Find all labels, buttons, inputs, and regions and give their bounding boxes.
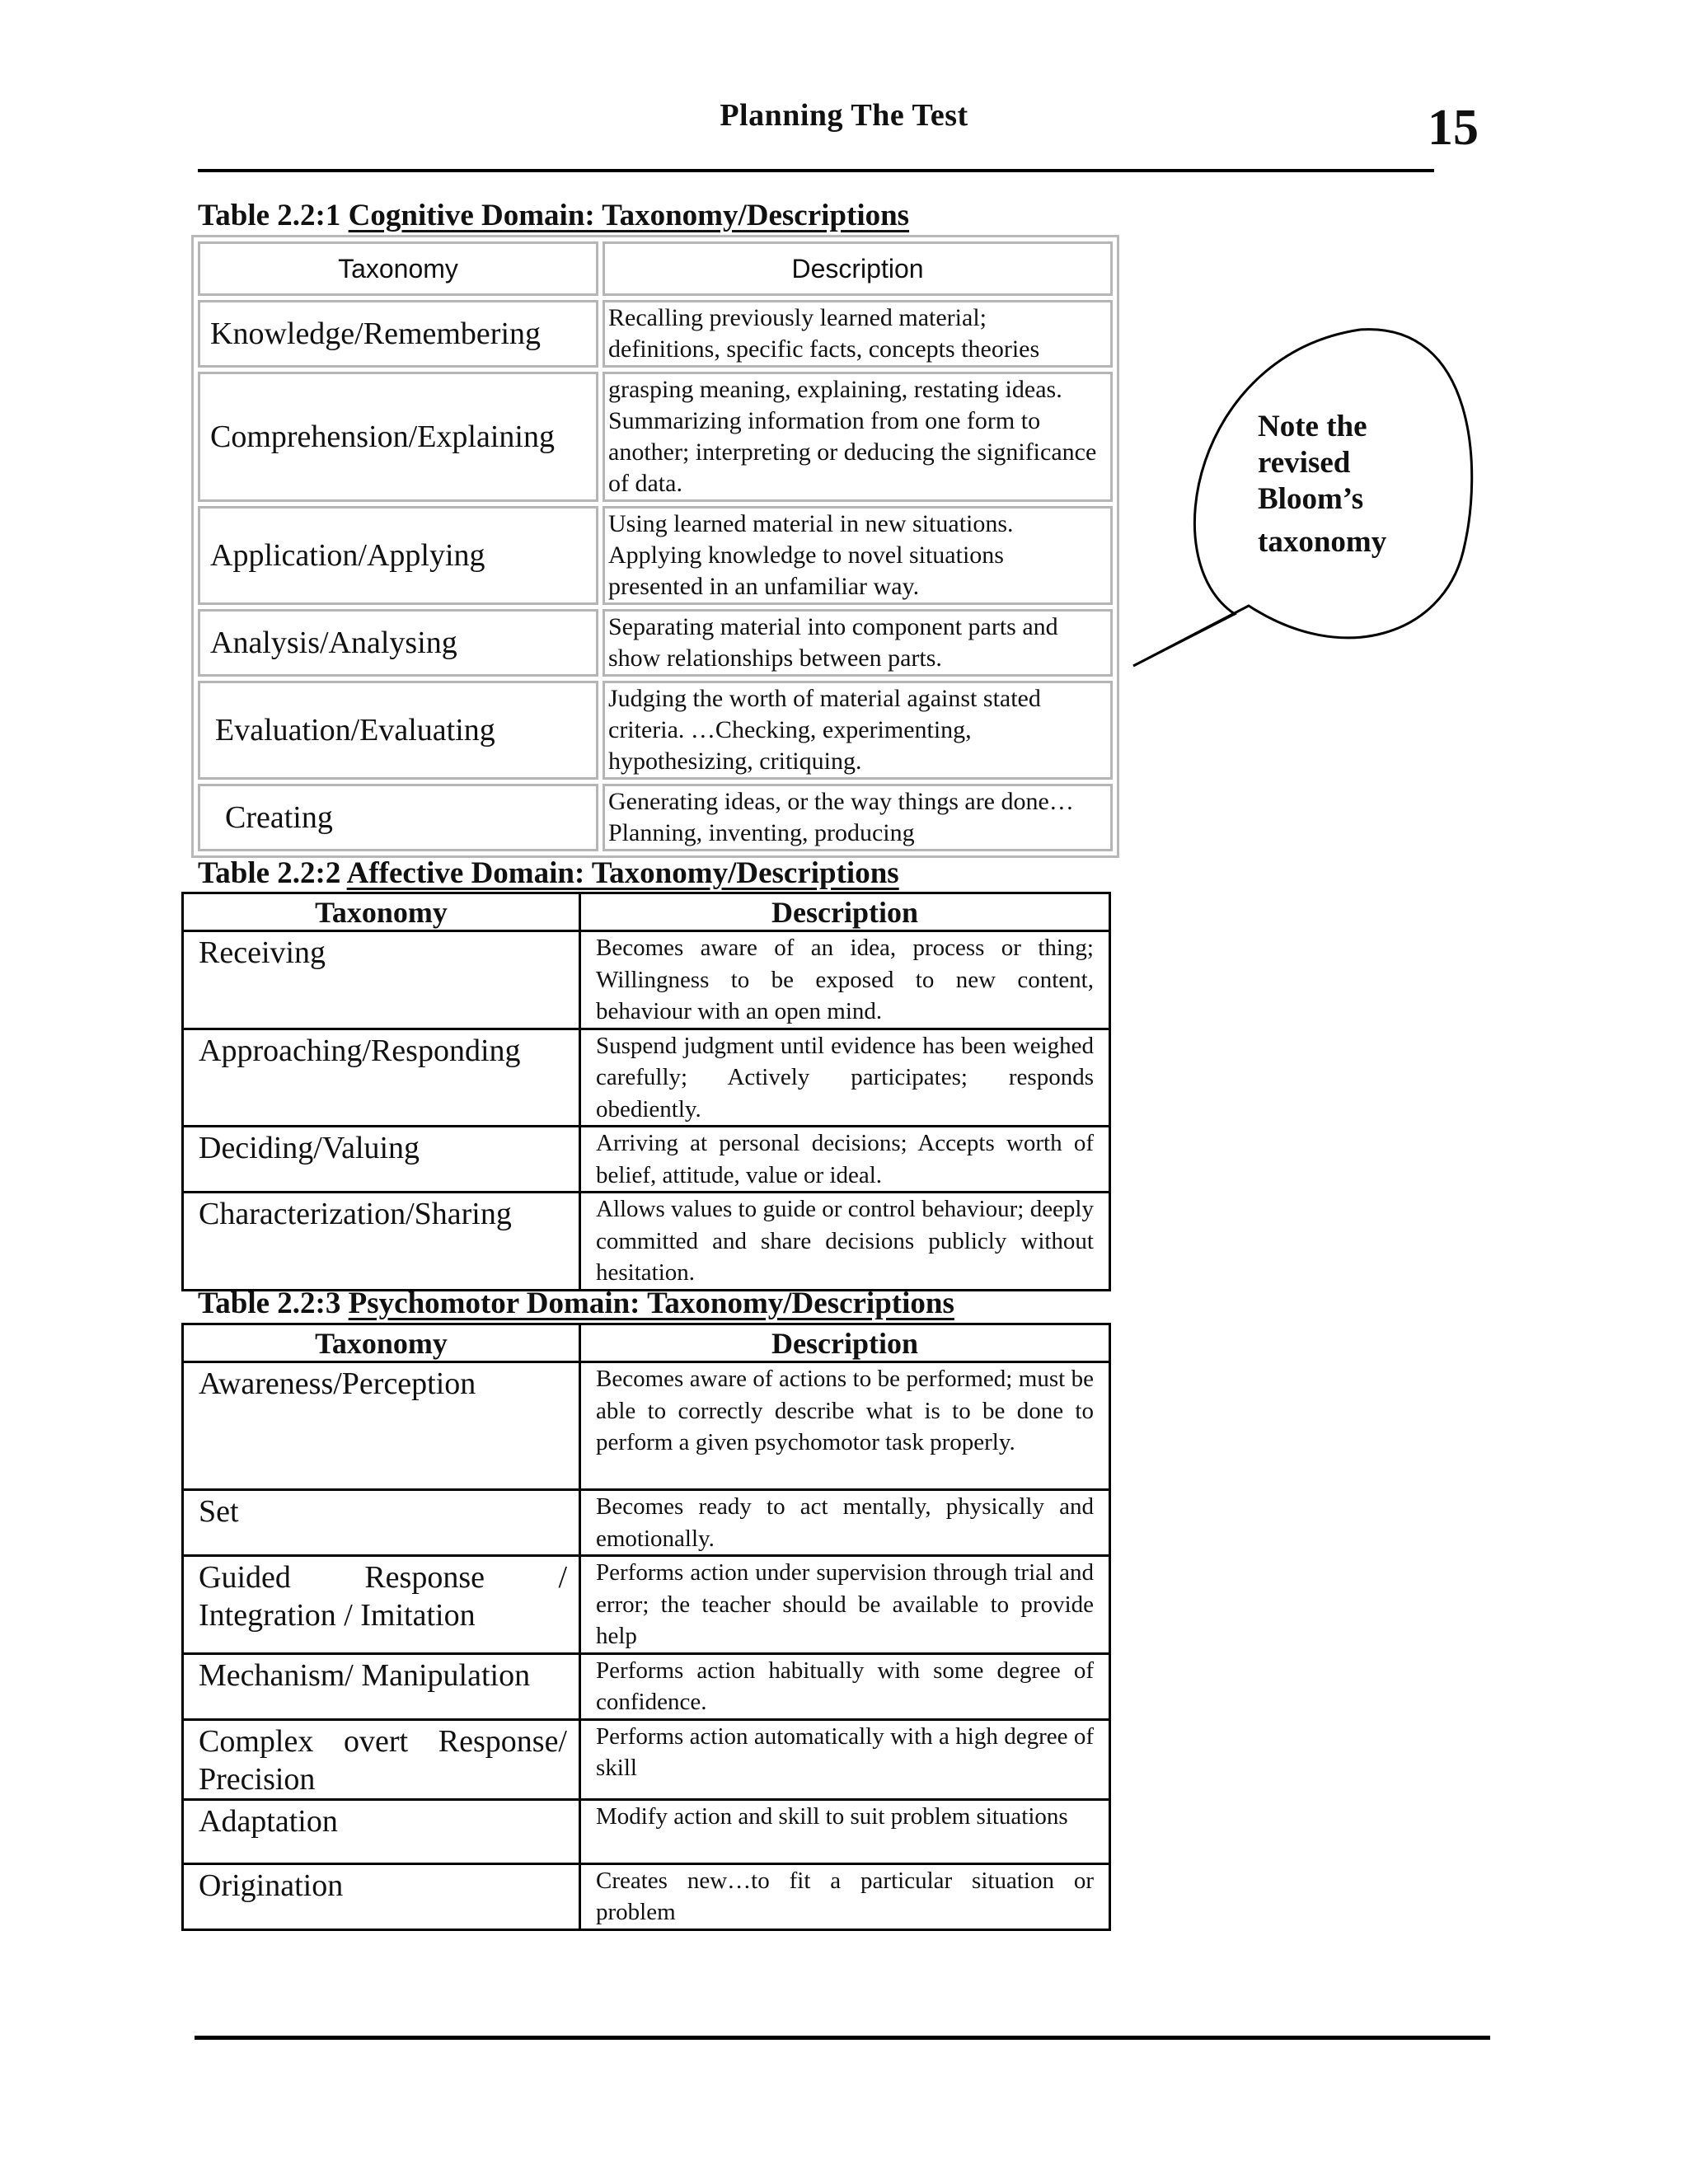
header-divider: [198, 169, 1434, 172]
description-cell: Generating ideas, or the way things are done…Planning, inventing, producing: [603, 784, 1113, 851]
table3-caption-title: Psychomotor Domain: Taxonomy/Descriptions: [348, 1286, 954, 1320]
taxonomy-cell: Adaptation: [183, 1799, 580, 1863]
table-row: [183, 931, 1110, 1029]
taxonomy-cell: Analysis/Analysing: [198, 609, 598, 677]
callout-line: revised: [1258, 446, 1351, 480]
table3-caption: [198, 1286, 954, 1321]
table-header-row: [183, 893, 1110, 931]
page-header-title: Planning The Test: [720, 98, 968, 133]
taxonomy-cell: Origination: [183, 1863, 580, 1929]
table-row: [183, 1193, 1110, 1291]
description-cell: Becomes ready to act mentally, physically and emotionally.: [580, 1490, 1110, 1556]
callout-line: Note the: [1258, 410, 1367, 443]
table-row: [198, 300, 1113, 368]
table-row: [198, 681, 1113, 780]
page-number: 15: [1428, 100, 1479, 156]
taxonomy-cell: Awareness/Perception: [183, 1362, 580, 1490]
taxonomy-cell: Evaluation/Evaluating: [198, 681, 598, 780]
callout-line: Bloom’s: [1258, 482, 1364, 516]
taxonomy-cell: Complex overt Response/ Precision: [183, 1719, 580, 1799]
table2-caption-prefix: Table 2.2:2: [198, 856, 341, 890]
affective-domain-table: [181, 892, 1111, 1291]
table-row: [183, 1490, 1110, 1556]
taxonomy-header: Taxonomy: [183, 1324, 580, 1362]
description-cell: Becomes aware of an idea, process or thing; Willingness to be exposed to new content, behaviour with an open mind.: [580, 931, 1110, 1029]
description-cell: Becomes aware of actions to be performed; must be able to correctly describe what is to be done to perform a given psychomotor task properly.: [580, 1362, 1110, 1490]
taxonomy-cell: Set: [183, 1490, 580, 1556]
description-cell: grasping meaning, explaining, restating ideas. Summarizing information from one form to another; interpreting or deducing the significance of data.: [603, 372, 1113, 502]
table-row: [198, 609, 1113, 677]
description-cell: Performs action automatically with a high degree of skill: [580, 1719, 1110, 1799]
description-header: Description: [603, 241, 1113, 296]
callout-line: taxonomy: [1258, 525, 1387, 559]
table-header-row: [183, 1324, 1110, 1362]
table-row: [183, 1362, 1110, 1490]
psychomotor-domain-table: [181, 1323, 1111, 1931]
taxonomy-header: Taxonomy: [183, 893, 580, 931]
table-row: [198, 784, 1113, 851]
taxonomy-cell: Creating: [198, 784, 598, 851]
table-row: [183, 1556, 1110, 1654]
table-header-row: [198, 241, 1113, 296]
table2-caption-title: Affective Domain: Taxonomy/Descriptions: [346, 856, 899, 890]
taxonomy-cell: Receiving: [183, 931, 580, 1029]
description-cell: Suspend judgment until evidence has been weighed carefully; Actively participates; responds obediently.: [580, 1029, 1110, 1127]
table-row: [198, 372, 1113, 502]
taxonomy-cell: Deciding/Valuing: [183, 1127, 580, 1193]
taxonomy-cell: Application/Applying: [198, 506, 598, 605]
table1-caption-prefix: Table 2.2:1: [198, 199, 341, 232]
description-cell: Recalling previously learned material; definitions, specific facts, concepts theories: [603, 300, 1113, 368]
description-cell: Allows values to guide or control behaviour; deeply committed and share decisions publicly without hesitation.: [580, 1193, 1110, 1291]
description-cell: Using learned material in new situations. Applying knowledge to novel situations presented in an unfamiliar way.: [603, 506, 1113, 605]
description-cell: Separating material into component parts and show relationships between parts.: [603, 609, 1113, 677]
taxonomy-cell: Guided Response / Integration / Imitation: [183, 1556, 580, 1654]
table-row: [183, 1799, 1110, 1863]
callout-text: [1258, 409, 1386, 560]
description-cell: Judging the worth of material against stated criteria. …Checking, experimenting, hypothesizing, critiquing.: [603, 681, 1113, 780]
taxonomy-cell: Knowledge/Remembering: [198, 300, 598, 368]
table1-caption-title: Cognitive Domain: Taxonomy/Descriptions: [348, 199, 910, 232]
description-cell: Performs action habitually with some degree of confidence.: [580, 1653, 1110, 1719]
taxonomy-cell: Comprehension/Explaining: [198, 372, 598, 502]
table-row: [183, 1719, 1110, 1799]
footer-divider: [195, 2036, 1490, 2040]
taxonomy-cell: Characterization/Sharing: [183, 1193, 580, 1291]
taxonomy-cell: Approaching/Responding: [183, 1029, 580, 1127]
description-cell: Modify action and skill to suit problem situations: [580, 1799, 1110, 1863]
table-row: [183, 1653, 1110, 1719]
cognitive-domain-table: [191, 235, 1119, 858]
taxonomy-header: Taxonomy: [198, 241, 598, 296]
table1-caption: [198, 198, 909, 233]
description-header: Description: [580, 893, 1110, 931]
description-cell: Performs action under supervision through trial and error; the teacher should be available to provide help: [580, 1556, 1110, 1654]
description-cell: Arriving at personal decisions; Accepts worth of belief, attitude, value or ideal.: [580, 1127, 1110, 1193]
table-row: [183, 1127, 1110, 1193]
table-row: [183, 1029, 1110, 1127]
description-header: Description: [580, 1324, 1110, 1362]
taxonomy-cell: Mechanism/ Manipulation: [183, 1653, 580, 1719]
table-row: [183, 1863, 1110, 1929]
table3-caption-prefix: Table 2.2:3: [198, 1286, 341, 1320]
table2-caption: [198, 855, 899, 891]
table-row: [198, 506, 1113, 605]
description-cell: Creates new…to fit a particular situation or problem: [580, 1863, 1110, 1929]
